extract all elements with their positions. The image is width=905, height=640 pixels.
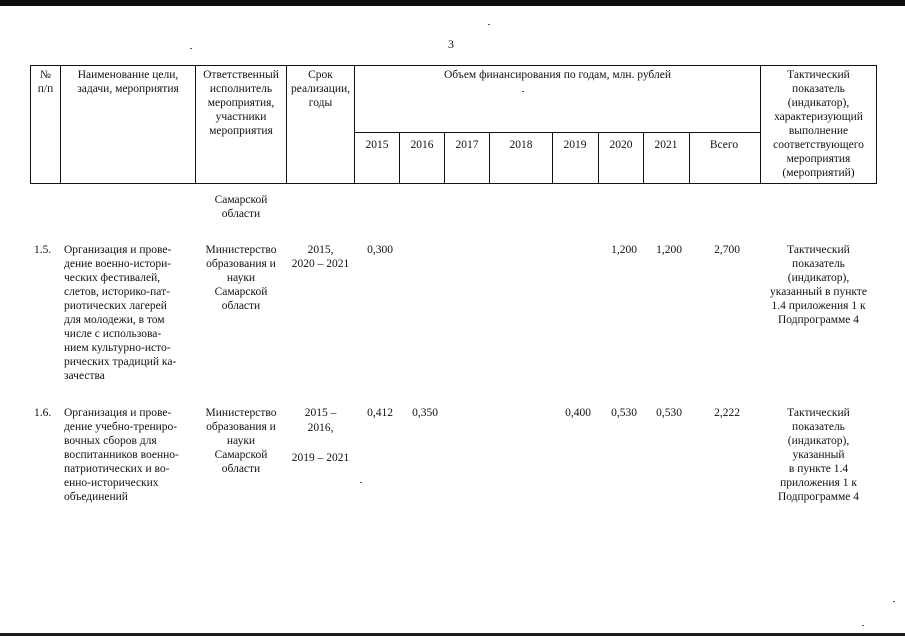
continuation-text: Самарской области <box>214 194 268 220</box>
scan-speck <box>488 24 490 25</box>
scan-speck <box>360 482 362 483</box>
value-total: 2,222 <box>714 407 740 419</box>
value-2020: 1,200 <box>611 244 637 256</box>
row-name: Организация и прове- дение учебно-трениро- вочных сборов для воспитанников военно- патриотических и во- енно-исторических объединений <box>64 407 179 503</box>
year-2019: 2019 <box>563 139 587 151</box>
row-responsible: Министерство образования и науки Самарской области <box>205 244 277 312</box>
year-2015: 2015 <box>365 139 389 151</box>
year-2021: 2021 <box>654 139 678 151</box>
row-indicator: Тактический показатель (индикатор), указанный в пункте 1.4 приложения 1 к Подпрограмме 4 <box>777 407 860 503</box>
value-total: 2,700 <box>714 244 740 256</box>
value-2021: 1,200 <box>656 244 682 256</box>
row-number: 1.6. <box>34 407 52 419</box>
header-indicator: Тактический показатель (индикатор), характеризующий выполнение соответствующего мероприятия (мероприятий) <box>773 69 864 179</box>
row-term: 2015, 2020 – 2021 <box>291 244 350 270</box>
header-funding-title: Объем финансирования по годам, млн. рублей <box>444 69 671 81</box>
row-number: 1.5. <box>34 244 52 256</box>
scan-speck <box>522 91 524 92</box>
year-2020: 2020 <box>609 139 633 151</box>
table-header <box>0 0 905 190</box>
value-2019: 0,400 <box>565 407 591 419</box>
year-total: Всего <box>709 139 739 151</box>
header-num: № п/п <box>37 69 54 95</box>
page-number: 3 <box>448 37 454 51</box>
row-term: 2015 – 2016, 2019 – 2021 <box>291 407 350 464</box>
row-name: Организация и прове- дение военно-истори- ческих фестивалей, слетов, историко-пат- риотических лагерей для молодежи, в том числе с использова- нием культурно-исто- рических традиций ка- зачества <box>64 244 177 382</box>
value-2015: 0,300 <box>367 244 393 256</box>
row-responsible: Министерство образования и науки Самарской области <box>205 407 277 475</box>
value-2016: 0,350 <box>412 407 438 419</box>
scan-speck <box>893 601 895 602</box>
bottom-scan-border <box>0 633 905 636</box>
year-2018: 2018 <box>509 139 533 151</box>
value-2015: 0,412 <box>367 407 393 419</box>
header-responsible: Ответственный исполнитель мероприятия, участники мероприятия <box>203 69 279 137</box>
year-2016: 2016 <box>410 139 434 151</box>
scan-speck <box>190 48 192 49</box>
value-2020: 0,530 <box>611 407 637 419</box>
scan-speck <box>862 625 864 626</box>
row-indicator: Тактический показатель (индикатор), указанный в пункте 1.4 приложения 1 к Подпрограмме 4 <box>770 244 867 326</box>
value-2021: 0,530 <box>656 407 682 419</box>
header-term: Срок реализации, годы <box>290 69 351 109</box>
header-name: Наименование цели, задачи, мероприятия <box>77 69 179 95</box>
year-2017: 2017 <box>455 139 479 151</box>
